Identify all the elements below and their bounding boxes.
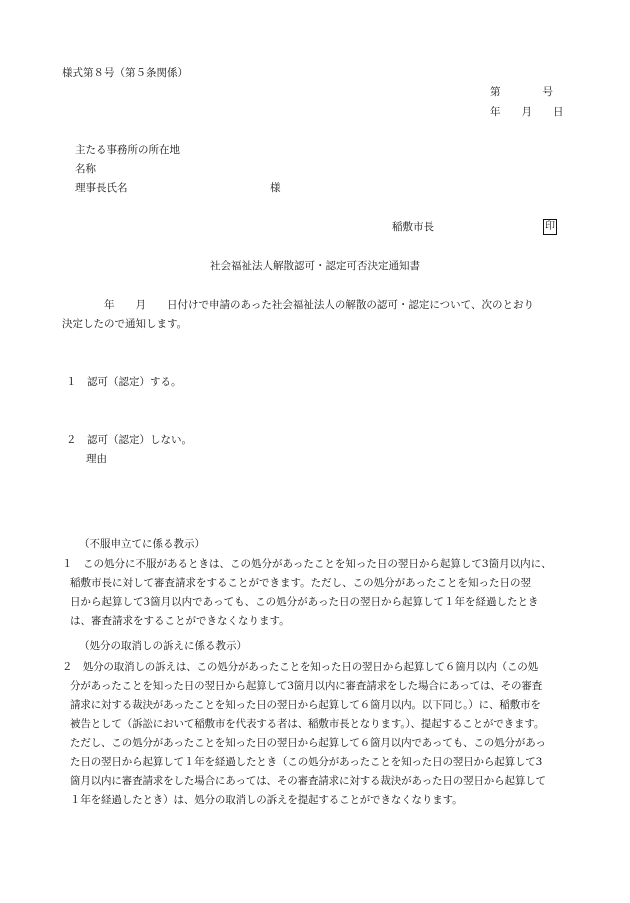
seal-box: 印 <box>543 219 557 235</box>
notice1-heading: （不服申立てに係る教示） <box>79 538 205 550</box>
notice1-line-4: は、審査請求をすることができなくなります。 <box>70 615 290 627</box>
document-number: 第 号 <box>490 86 553 98</box>
notice1-line-3: 日から起算して3箇月以内であっても、この処分があった日の翌日から起算して１年を経過したとき <box>70 596 539 608</box>
document-date: 年 月 日 <box>490 106 564 118</box>
notice1-line-1: １ この処分に不服があるときは、この処分があったことを知った日の翌日から起算して3箇月以内に、 <box>62 558 552 570</box>
recipient-name-label: 名称 <box>75 163 96 175</box>
body-line-1: 年 月 日付けで申請のあった社会福祉法人の解散の認可・認定について、次のとおり <box>62 299 534 311</box>
seal-mark <box>543 219 557 235</box>
recipient-honorific: 様 <box>270 182 281 194</box>
notice2-line-4: 被告として（訴訟において稲敷市を代表する者は、稲敷市長となります。）、提起することができます。 <box>70 718 545 730</box>
notice2-line-5: ただし、この処分があったことを知った日の翌日から起算して６箇月以内であっても、この処分があっ <box>70 737 546 749</box>
reason-label: 理由 <box>86 453 107 465</box>
notice2-line-2: 分があったことを知った日の翌日から起算して3箇月以内に審査請求をした場合にあっては、その審査 <box>70 680 543 692</box>
notice2-line-1: ２ 処分の取消しの訴えは、この処分があったことを知った日の翌日から起算して６箇月以内（この処 <box>62 661 538 673</box>
form-label: 様式第８号（第５条関係） <box>62 67 188 79</box>
sender-name: 稲敷市長 <box>392 221 434 233</box>
recipient-chairman-label: 理事長氏名 <box>75 182 128 194</box>
notice2-line-7: 箇月以内に審査請求をした場合にあっては、その審査請求に対する裁決があった日の翌日から起算して <box>70 775 546 787</box>
notice1-line-2: 稲敷市長に対して審査請求をすることができます。ただし、この処分があったことを知った日の翌 <box>70 577 532 589</box>
notice2-line-3: 請求に対する裁決があったことを知った日の翌日から起算して６箇月以内。以下同じ。）に、稲敷市を <box>70 699 541 711</box>
notice2-line-6: た日の翌日から起算して１年を経過したとき（この処分があったことを知った日の翌日から起算して3 <box>70 756 543 768</box>
item-approve: １ 認可（認定）する。 <box>66 376 182 388</box>
body-line-2: 決定したので通知します。 <box>62 318 188 330</box>
notice2-line-8: １年を経過したとき）は、処分の取消しの訴えを提起することができなくなります。 <box>70 794 463 806</box>
recipient-address-label: 主たる事務所の所在地 <box>75 144 180 156</box>
item-reject: ２ 認可（認定）しない。 <box>66 434 192 446</box>
notice2-heading: （処分の取消しの訴えに係る教示） <box>79 640 247 652</box>
document-title: 社会福祉法人解散認可・認定可否決定通知書 <box>210 260 420 272</box>
